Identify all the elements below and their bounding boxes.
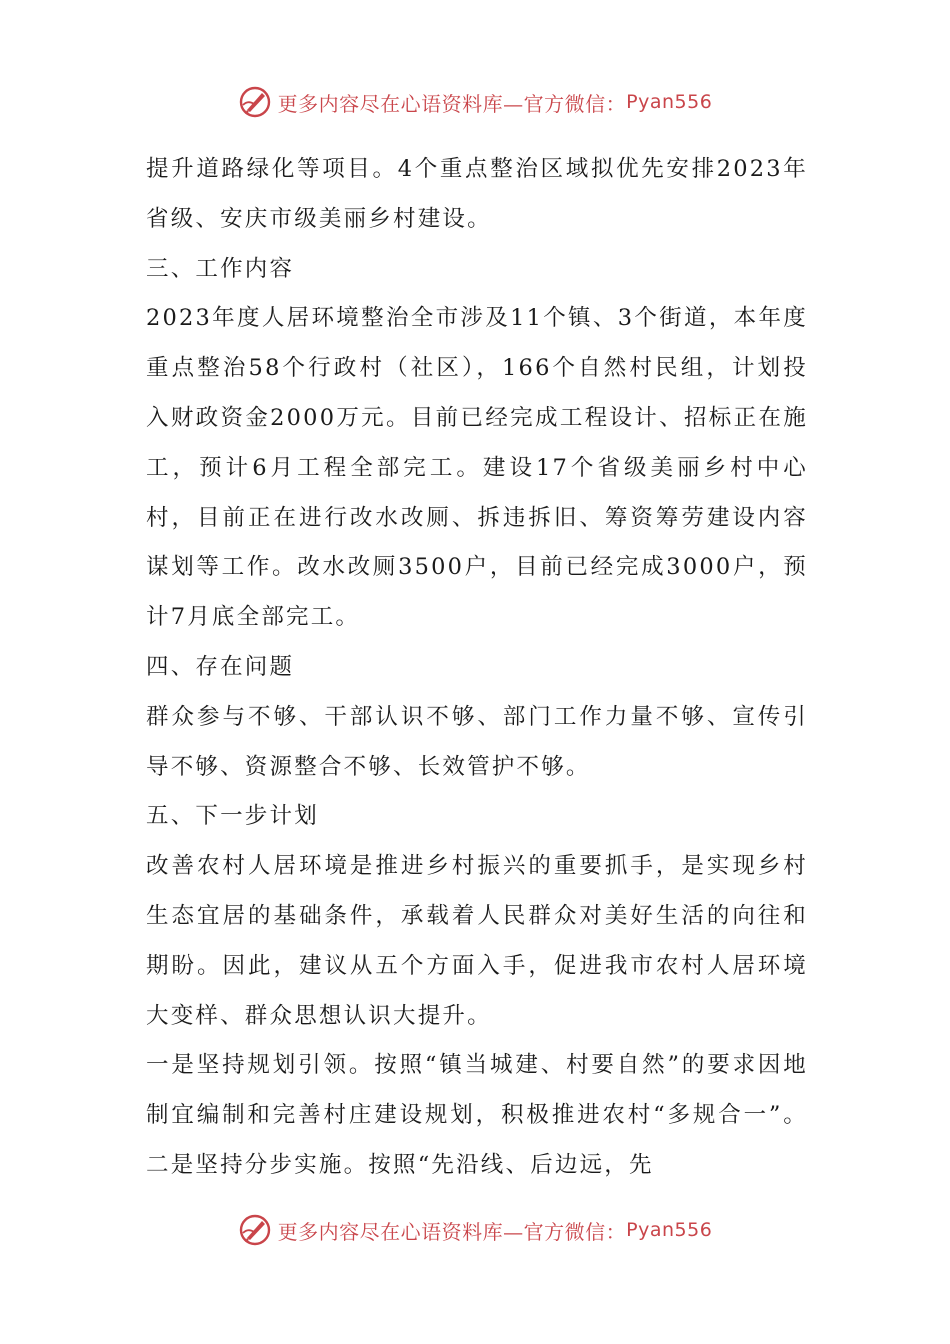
paragraph-work-content: 2023年度人居环境整治全市涉及11个镇、3个街道，本年度重点整治58个行政村（社区），166个自然村民组，计划投入财政资金2000万元。目前已经完成工程设计、招标正在施工，预计6月工程全部完工。建设17个省级美丽乡村中心村，目前正在进行改水改厕、拆违拆旧、筹资筹劳建设内容谋划等工作。改水改厕3500户，目前已经完成3000户，预计7月底全部完工。 xyxy=(146,305,808,631)
watermark-footer xyxy=(0,1210,950,1250)
section-heading-problems: 四、存在问题 xyxy=(146,653,295,680)
watermark-text: 更多内容尽在心语资料库—官方微信： xyxy=(277,91,627,116)
section-heading-work-content: 三、工作内容 xyxy=(146,255,295,282)
pen-logo-icon xyxy=(238,85,272,119)
watermark-header xyxy=(0,82,950,122)
paragraph-intro-continued: 提升道路绿化等项目。4个重点整治区域拟优先安排2023年省级、安庆市级美丽乡村建设。 xyxy=(146,156,808,232)
watermark-text: 更多内容尽在心语资料库—官方微信： xyxy=(277,1219,627,1244)
paragraph-problems: 群众参与不够、干部认识不够、部门工作力量不够、宣传引导不够、资源整合不够、长效管护不够。 xyxy=(146,703,808,780)
watermark-wechat-id: Pyan556 xyxy=(626,1219,713,1241)
paragraph-next-steps-measures: 一是坚持规划引领。按照“镇当城建、村要自然”的要求因地制宜编制和完善村庄建设规划，积极推进农村“多规合一”。二是坚持分步实施。按照“先沿线、后边远，先 xyxy=(146,1052,808,1178)
pen-logo-icon xyxy=(238,1213,272,1247)
paragraph-next-steps-intro: 改善农村人居环境是推进乡村振兴的重要抓手，是实现乡村生态宜居的基础条件，承载着人民群众对美好生活的向往和期盼。因此，建议从五个方面入手，促进我市农村人居环境大变样、群众思想认识大提升。 xyxy=(146,853,808,1029)
section-heading-next-steps: 五、下一步计划 xyxy=(146,803,319,830)
document-body xyxy=(146,145,808,1191)
watermark-wechat-id: Pyan556 xyxy=(626,91,713,113)
